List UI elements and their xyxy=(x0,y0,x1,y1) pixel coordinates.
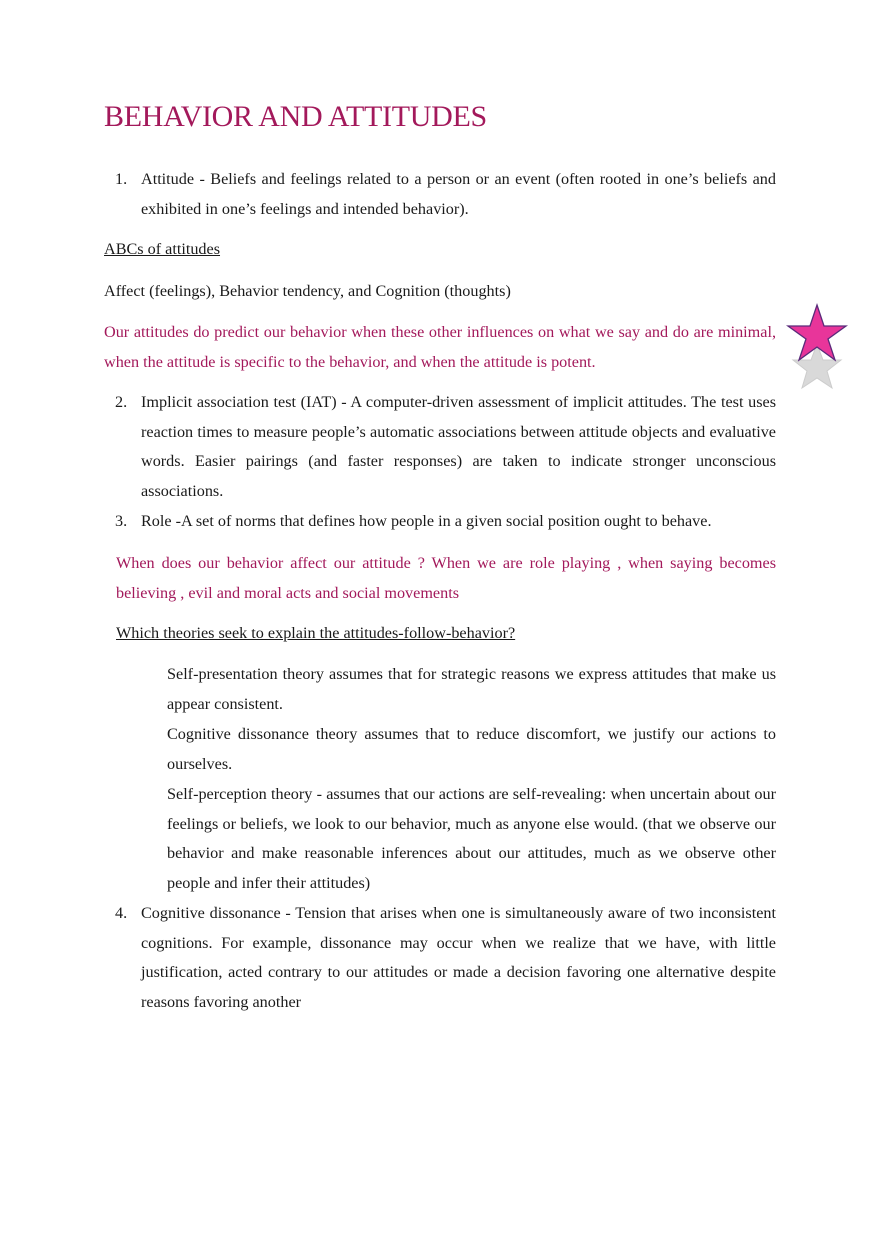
theories-heading: Which theories seek to explain the attitudes-follow-behavior? xyxy=(116,624,516,642)
highlight-attitudes-predict: Our attitudes do predict our behavior when these other influences on what we say and do are minimal, when the attitude is specific to the behavior, and when the attitude is potent. xyxy=(104,323,776,371)
gray-star-icon xyxy=(793,344,841,388)
theory-self-perception: Self-perception theory - assumes that our actions are self-revealing: when uncertain about our feelings or beliefs, we look to our behavior, much as anyone else would. (that we observe our behavior and make reasonable inferences about our attitudes, much as we observe other people and infer their attitudes) xyxy=(167,785,776,892)
abcs-heading: ABCs of attitudes xyxy=(104,240,221,258)
item-3-number: 3. xyxy=(115,512,128,530)
star-decoration xyxy=(785,302,851,408)
item-2-number: 2. xyxy=(115,393,128,411)
item-1-number: 1. xyxy=(115,170,128,188)
item-2-text: Implicit association test (IAT) - A computer-driven assessment of implicit attitudes. The test uses reaction times to measure people’s automatic associations between attitude objects and evaluative words. Easier pairings (and faster responses) are taken to indicate stronger unconscious associations. xyxy=(141,393,776,500)
page-title: BEHAVIOR AND ATTITUDES xyxy=(104,100,487,133)
item-1-text: Attitude - Beliefs and feelings related to a person or an event (often rooted in one’s beliefs and exhibited in one’s feelings and intended behavior). xyxy=(141,170,776,218)
item-4-text: Cognitive dissonance - Tension that arises when one is simultaneously aware of two inconsistent cognitions. For example, dissonance may occur when we realize that we have, with little justification, acted contrary to our attitudes or made a decision favoring one alternative despite reasons favoring another xyxy=(141,904,776,1011)
theory-cognitive-dissonance: Cognitive dissonance theory assumes that to reduce discomfort, we justify our actions to ourselves. xyxy=(167,725,776,773)
item-3-text: Role -A set of norms that defines how people in a given social position ought to behave. xyxy=(141,512,712,530)
theory-self-presentation: Self-presentation theory assumes that for strategic reasons we express attitudes that make us appear consistent. xyxy=(167,665,776,713)
abcs-text: Affect (feelings), Behavior tendency, and Cognition (thoughts) xyxy=(104,282,511,300)
item-4-number: 4. xyxy=(115,904,128,922)
highlight-behavior-affects-attitude: When does our behavior affect our attitude ? When we are role playing , when saying becomes believing , evil and moral acts and social movements xyxy=(116,554,776,602)
